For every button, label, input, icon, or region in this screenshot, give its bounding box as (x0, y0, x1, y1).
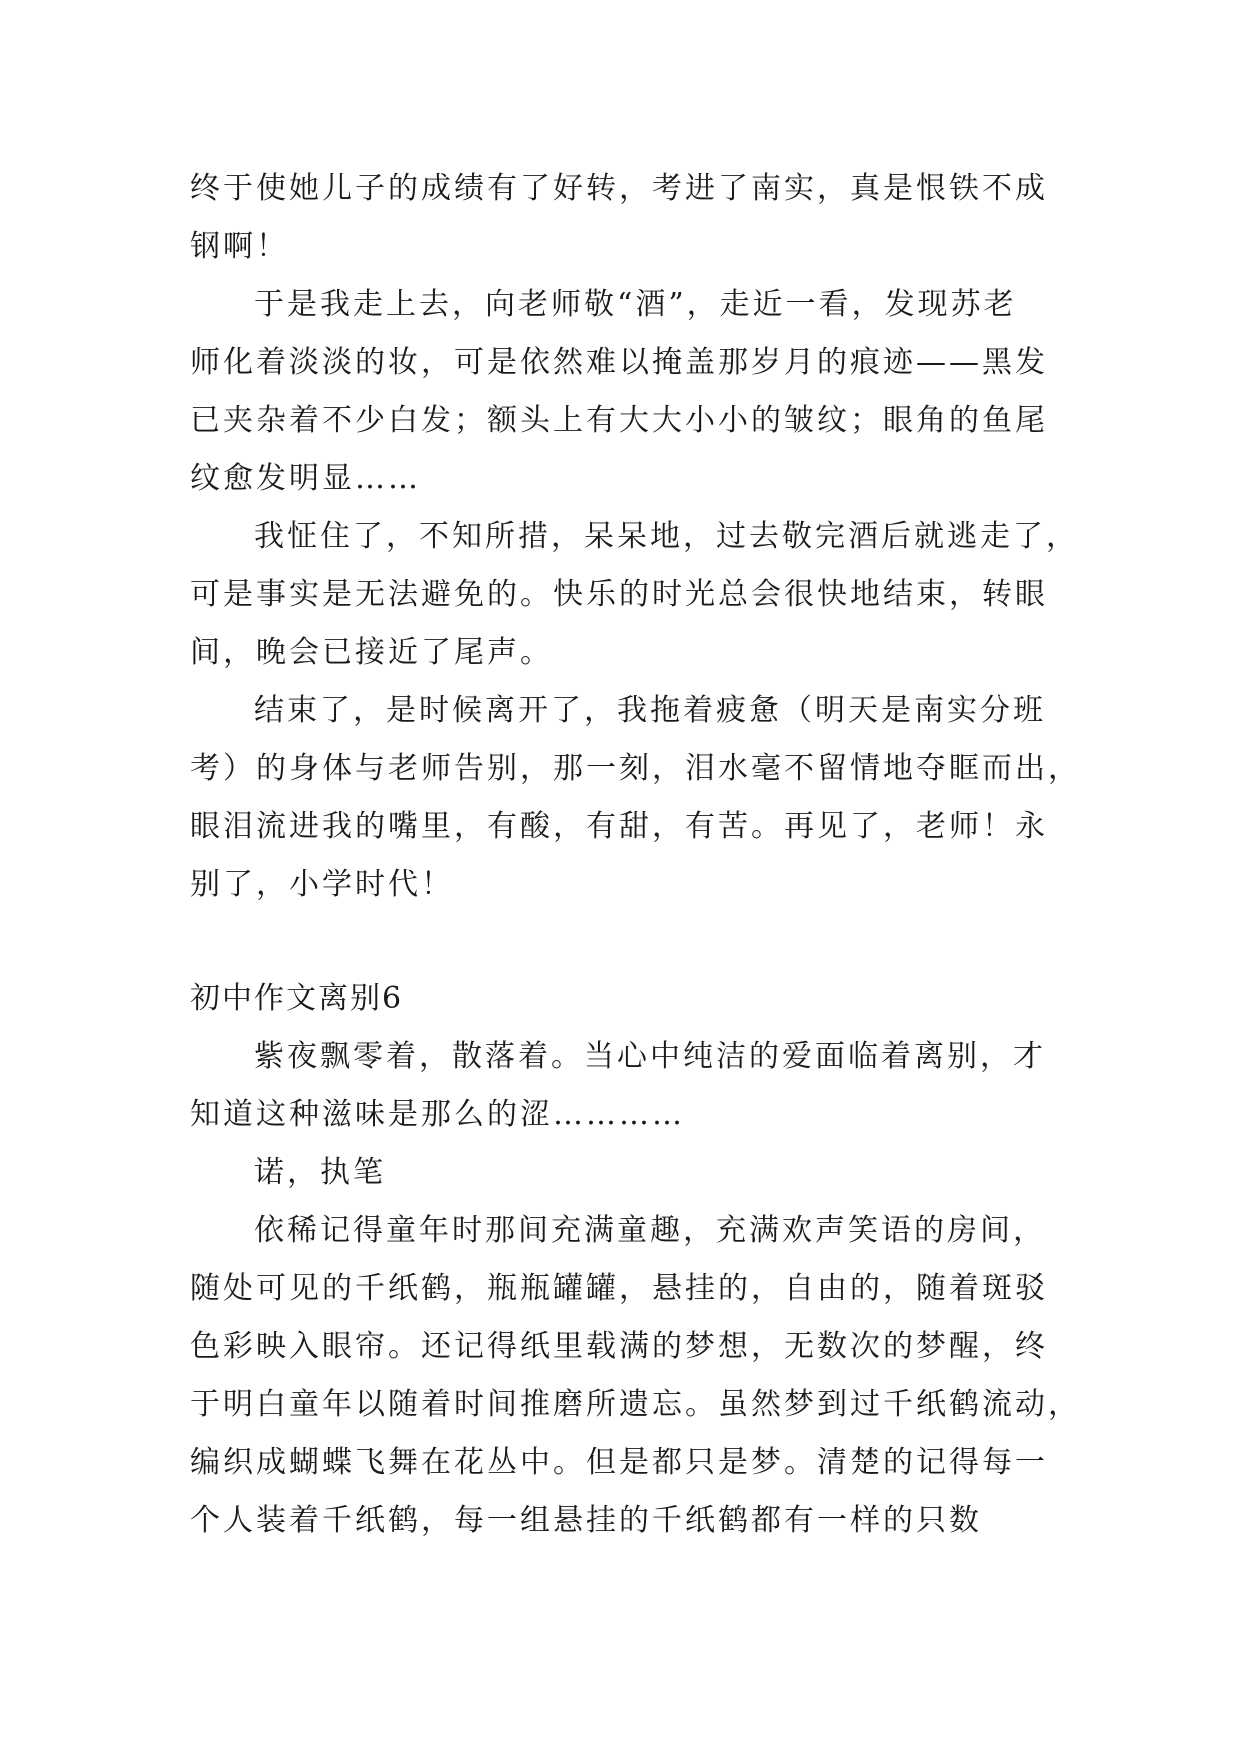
section-title: 初中作文离别6 (190, 981, 404, 1016)
paragraph-line: 别了，小学时代！ (190, 867, 454, 902)
paragraph-line: 色彩映入眼帘。还记得纸里载满的梦想，无数次的梦醒，终 (190, 1329, 1048, 1364)
paragraph-line: 终于使她儿子的成绩有了好转，考进了南实，真是恨铁不成 (190, 171, 1048, 206)
paragraph-line: 我怔住了，不知所措，呆呆地，过去敬完酒后就逃走了， (254, 519, 1079, 554)
paragraph-line: 个人装着千纸鹤，每一组悬挂的千纸鹤都有一样的只数 (190, 1503, 982, 1538)
paragraph-line: 诺，执笔 (254, 1155, 386, 1190)
paragraph-line: 随处可见的千纸鹤，瓶瓶罐罐，悬挂的，自由的，随着斑驳 (190, 1271, 1048, 1306)
paragraph-line: 结束了，是时候离开了，我拖着疲惫（明天是南实分班 (254, 693, 1046, 728)
paragraph-line: 可是事实是无法避免的。快乐的时光总会很快地结束，转眼 (190, 577, 1048, 612)
paragraph-line: 于是我走上去，向老师敬“酒”，走近一看，发现苏老 (254, 287, 1017, 322)
section-gap (190, 914, 1055, 970)
paragraph-line: 依稀记得童年时那间充满童趣，充满欢声笑语的房间， (254, 1213, 1046, 1248)
paragraph-line: 考）的身体与老师告别，那一刻，泪水毫不留情地夺眶而出， (190, 751, 1081, 786)
paragraph-line: 于明白童年以随着时间推磨所遗忘。虽然梦到过千纸鹤流动， (190, 1387, 1081, 1422)
paragraph-line: 师化着淡淡的妆，可是依然难以掩盖那岁月的痕迹——黑发 (190, 345, 1048, 380)
previous-section (190, 160, 1081, 914)
paragraph-line: 知道这种滋味是那么的涩………… (190, 1097, 685, 1132)
paragraph-line: 已夹杂着不少白发；额头上有大大小小的皱纹；眼角的鱼尾 (190, 403, 1048, 438)
paragraph-line: 编织成蝴蝶飞舞在花丛中。但是都只是梦。清楚的记得每一 (190, 1445, 1048, 1480)
paragraph-line: 紫夜飘零着，散落着。当心中纯洁的爱面临着离别，才 (254, 1039, 1046, 1074)
paragraph-line: 纹愈发明显…… (190, 461, 421, 496)
paragraph-line: 眼泪流进我的嘴里，有酸，有甜，有苦。再见了，老师！永 (190, 809, 1048, 844)
paragraph-line: 间，晚会已接近了尾声。 (190, 635, 553, 670)
paragraph-line: 钢啊！ (190, 229, 289, 264)
next-section (190, 1028, 1081, 1550)
document-page (190, 160, 1081, 1550)
